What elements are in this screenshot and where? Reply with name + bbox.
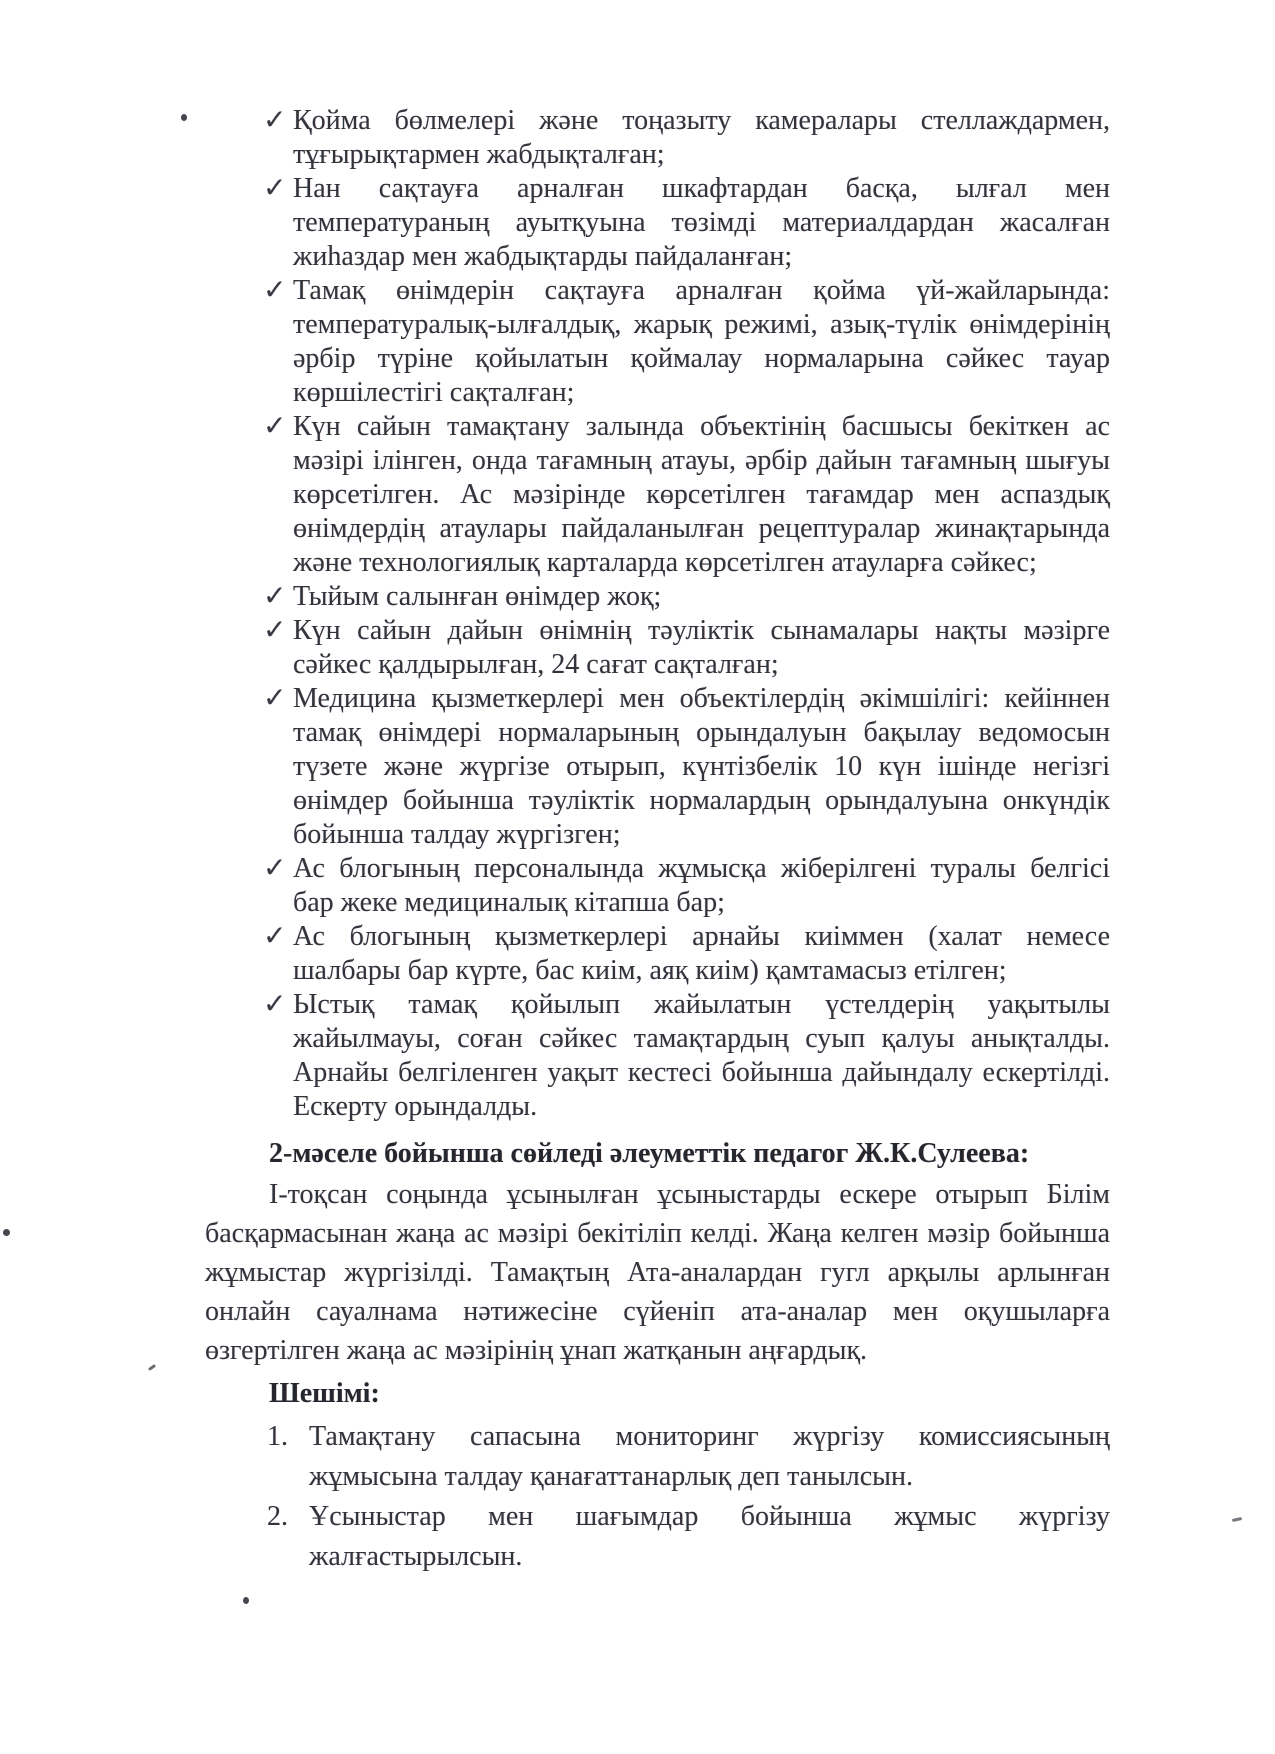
bullet-text: Нан сақтауға арналған шкафтардан басқа, ылғал мен температураның ауытқуына төзімді материалдардан жасалған жиһаздар мен жабдықтарды пайдаланған; <box>293 173 1110 272</box>
checkmark-icon: ✓ <box>263 581 287 612</box>
section-2 <box>205 1134 1110 1577</box>
checkmark-icon: ✓ <box>263 275 287 306</box>
decision-list <box>205 1417 1110 1577</box>
bullet-item <box>205 104 1110 172</box>
checkmark-icon: ✓ <box>263 105 287 136</box>
bullet-text: Күн сайын дайын өнімнің тәуліктік сынамалары нақты мәзірге сәйкес қалдырылған, 24 сағат сақталған; <box>293 615 1110 680</box>
checkmark-icon: ✓ <box>263 173 287 204</box>
decision-item <box>205 1497 1110 1577</box>
bullet-item <box>205 614 1110 682</box>
scan-artifact-dot <box>3 1229 10 1236</box>
bullet-text: Ас блогының қызметкерлері арнайы киіммен (халат немесе шалбары бар күрте, бас киім, аяқ киім) қамтамасыз етілген; <box>293 921 1110 986</box>
checkmark-icon: ✓ <box>263 921 287 952</box>
bullet-item <box>205 274 1110 410</box>
section-heading: 2-мәселе бойынша сөйледі әлеуметтік педагог Ж.К.Сулеева: <box>269 1138 1030 1169</box>
checkmark-icon: ✓ <box>263 615 287 646</box>
decision-number: 2. <box>267 1501 288 1532</box>
checkmark-icon: ✓ <box>263 411 287 442</box>
scan-artifact-dot <box>181 114 187 121</box>
bullet-text: Тыйым салынған өнімдер жоқ; <box>293 581 662 612</box>
bullet-item <box>205 988 1110 1124</box>
decision-number: 1. <box>267 1421 288 1452</box>
body-paragraph: І-тоқсан соңында ұсынылған ұсыныстарды ескере отырып Білім басқармасынан жаңа ас мәзірі бекітіліп келді. Жаңа келген мәзір бойынша жұмыстар жүргізілді. Тамақтың Ата-аналардан гугл арқылы арлынған онлайн сауалнама нәтижесіне сүйеніп ата-аналар мен оқушыларға өзгертілген жаңа ас мәзірінің ұнап жатқанын аңғардық. <box>205 1179 1110 1366</box>
scan-artifact-dot <box>243 1597 249 1604</box>
checkmark-icon: ✓ <box>263 853 287 884</box>
bullet-text: Күн сайын тамақтану залында объектінің басшысы бекіткен ас мәзірі ілінген, онда тағамның атауы, әрбір дайын тағамның шығуы көрсетілген. Ас мәзірінде көрсетілген тағамдар мен аспаздық өнімдердің атаулары пайдаланылған рецептуралар жинақтарында және технологиялық карталарда көрсетілген атауларға сәйкес; <box>293 411 1110 578</box>
scan-artifact-mark <box>148 1364 156 1371</box>
checked-bullet-list <box>205 104 1110 1124</box>
bullet-item <box>205 410 1110 580</box>
decision-heading: Шешімі: <box>269 1378 380 1409</box>
bullet-item <box>205 852 1110 920</box>
decision-text: Тамақтану сапасына мониторинг жүргізу комиссиясының жұмысына талдау қанағаттанарлық деп танылсын. <box>309 1421 1110 1492</box>
bullet-item <box>205 172 1110 274</box>
bullet-item <box>205 580 1110 614</box>
bullet-text: Медицина қызметкерлері мен объектілердің әкімшілігі: кейіннен тамақ өнімдері нормаларының орындалуын бақылау ведомосын түзете және жүргізе отырып, күнтізбелік 10 күн ішінде негізгі өнімдер бойынша тәуліктік нормалардың орындалуына онкүндік бойынша талдау жүргізген; <box>293 683 1110 850</box>
bullet-item <box>205 682 1110 852</box>
checkmark-icon: ✓ <box>263 683 287 714</box>
decision-text: Ұсыныстар мен шағымдар бойынша жұмыс жүргізу жалғастырылсын. <box>309 1501 1110 1572</box>
checkmark-icon: ✓ <box>263 989 287 1020</box>
scan-artifact-mark <box>1232 1517 1242 1522</box>
bullet-text: Ас блогының персоналында жұмысқа жіберілгені туралы белгісі бар жеке медициналық кітапша бар; <box>293 853 1110 918</box>
bullet-text: Ыстық тамақ қойылып жайылатын үстелдерің уақытылы жайылмауы, соған сәйкес тамақтардың суып қалуы анықталды. Арнайы белгіленген уақыт кестесі бойынша дайындалу ескертілді. Ескерту орындалды. <box>293 989 1110 1122</box>
bullet-text: Қойма бөлмелері және тоңазыту камералары стеллаждармен, тұғырықтармен жабдықталған; <box>293 105 1110 170</box>
bullet-text: Тамақ өнімдерін сақтауға арналған қойма үй-жайларында: температуралық-ылғалдық, жарық режимі, азық-түлік өнімдерінің әрбір түріне қойылатын қоймалау нормаларына сәйкес тауар көршілестігі сақталған; <box>293 275 1110 408</box>
decision-item <box>205 1417 1110 1497</box>
bullet-item <box>205 920 1110 988</box>
